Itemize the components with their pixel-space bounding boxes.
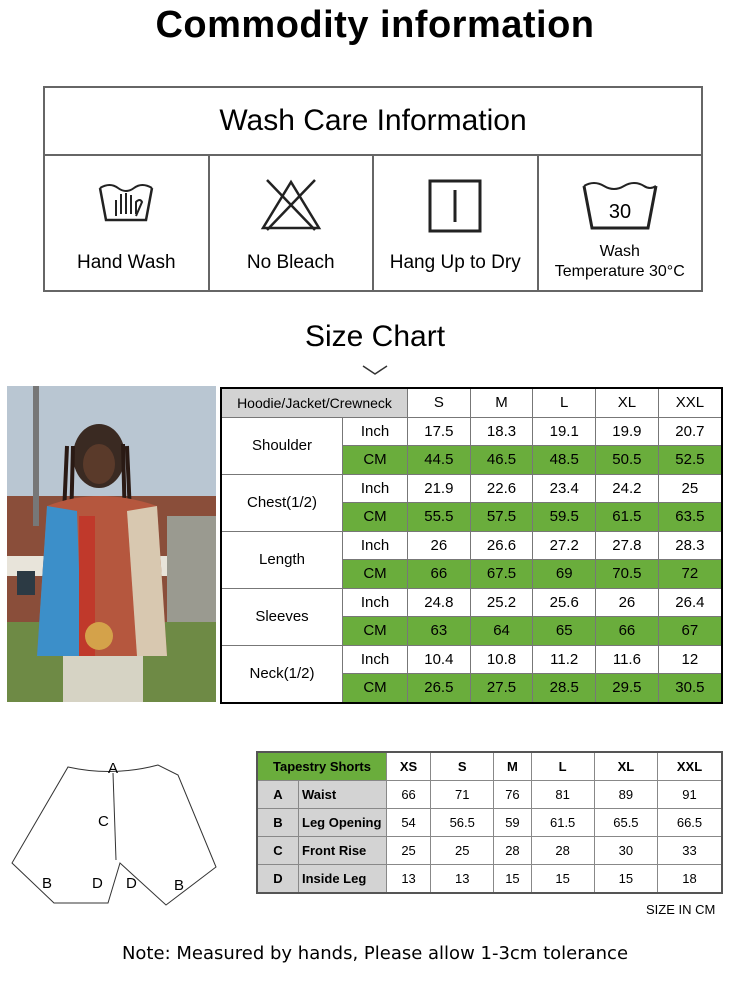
unit-inch: Inch bbox=[343, 417, 408, 446]
shorts-value: 15 bbox=[594, 865, 657, 894]
hand-wash-icon bbox=[96, 178, 156, 228]
inch-value: 26.6 bbox=[470, 531, 533, 560]
cm-value: 64 bbox=[470, 617, 533, 646]
shorts-header-cell: S bbox=[431, 752, 494, 781]
cm-value: 59.5 bbox=[533, 503, 596, 532]
measurement-name: Sleeves bbox=[221, 588, 343, 645]
cm-value: 46.5 bbox=[470, 446, 533, 475]
measure-name: Inside Leg bbox=[299, 865, 387, 894]
unit-inch: Inch bbox=[343, 645, 408, 674]
cm-value: 69 bbox=[533, 560, 596, 589]
size-header-cell: L bbox=[533, 388, 596, 417]
wash-item-hand-wash bbox=[45, 156, 210, 292]
size-row-inch bbox=[221, 645, 722, 674]
size-row-inch bbox=[221, 588, 722, 617]
shorts-value: 28 bbox=[494, 837, 531, 865]
inch-value: 25 bbox=[658, 474, 722, 503]
wash-care-box bbox=[43, 86, 703, 292]
size-row-inch bbox=[221, 474, 722, 503]
cm-value: 65 bbox=[533, 617, 596, 646]
inch-value: 26 bbox=[408, 531, 471, 560]
wash-item-label: No Bleach bbox=[246, 252, 335, 273]
cm-value: 55.5 bbox=[408, 503, 471, 532]
shorts-value: 59 bbox=[494, 809, 531, 837]
shorts-value: 61.5 bbox=[531, 809, 594, 837]
unit-cm: CM bbox=[343, 503, 408, 532]
measurement-name: Neck(1/2) bbox=[221, 645, 343, 703]
cm-value: 66 bbox=[596, 617, 659, 646]
measure-letter: B bbox=[257, 809, 299, 837]
wash-item-hang-dry bbox=[374, 156, 539, 292]
wash-care-heading: Wash Care Information bbox=[45, 88, 701, 156]
cm-value: 66 bbox=[408, 560, 471, 589]
cm-value: 67.5 bbox=[470, 560, 533, 589]
inch-value: 11.2 bbox=[533, 645, 596, 674]
model-photo bbox=[7, 386, 216, 702]
cm-value: 30.5 bbox=[658, 674, 722, 703]
measurement-name: Chest(1/2) bbox=[221, 474, 343, 531]
no-bleach-icon bbox=[259, 178, 323, 232]
measure-name: Waist bbox=[299, 781, 387, 809]
cm-value: 63 bbox=[408, 617, 471, 646]
wash-label-line1: Wash bbox=[599, 243, 640, 260]
shorts-header-cell: XXL bbox=[658, 752, 722, 781]
cm-value: 70.5 bbox=[596, 560, 659, 589]
shorts-value: 66.5 bbox=[658, 809, 722, 837]
shorts-value: 28 bbox=[531, 837, 594, 865]
shorts-value: 15 bbox=[494, 865, 531, 894]
inch-value: 18.3 bbox=[470, 417, 533, 446]
shorts-value: 65.5 bbox=[594, 809, 657, 837]
measurement-name: Length bbox=[221, 531, 343, 588]
diagram-label-b-right: B bbox=[174, 877, 185, 894]
shorts-value: 25 bbox=[431, 837, 494, 865]
diagram-label-d-right: D bbox=[126, 875, 137, 892]
shorts-header-cell: XL bbox=[594, 752, 657, 781]
unit-cm: CM bbox=[343, 617, 408, 646]
unit-inch: Inch bbox=[343, 474, 408, 503]
cm-value: 48.5 bbox=[533, 446, 596, 475]
measure-letter: D bbox=[257, 865, 299, 894]
measure-letter: C bbox=[257, 837, 299, 865]
wash-item-no-bleach bbox=[210, 156, 375, 292]
inch-value: 25.6 bbox=[533, 588, 596, 617]
cm-value: 67 bbox=[658, 617, 722, 646]
shorts-row bbox=[257, 809, 722, 837]
size-header-cell: XXL bbox=[658, 388, 722, 417]
shorts-row bbox=[257, 837, 722, 865]
inch-value: 26 bbox=[596, 588, 659, 617]
wash-label-line2: Temperature 30°C bbox=[554, 263, 685, 280]
inch-value: 23.4 bbox=[533, 474, 596, 503]
shorts-value: 25 bbox=[387, 837, 431, 865]
inch-value: 26.4 bbox=[658, 588, 722, 617]
inch-value: 28.3 bbox=[658, 531, 722, 560]
cm-value: 28.5 bbox=[533, 674, 596, 703]
cm-value: 26.5 bbox=[408, 674, 471, 703]
cm-value: 52.5 bbox=[658, 446, 722, 475]
inch-value: 24.2 bbox=[596, 474, 659, 503]
size-header-cell: XL bbox=[596, 388, 659, 417]
cm-value: 72 bbox=[658, 560, 722, 589]
inch-value: 17.5 bbox=[408, 417, 471, 446]
shorts-value: 33 bbox=[658, 837, 722, 865]
inch-value: 20.7 bbox=[658, 417, 722, 446]
inch-value: 27.8 bbox=[596, 531, 659, 560]
size-row-inch bbox=[221, 417, 722, 446]
shorts-size-table bbox=[256, 751, 723, 894]
shorts-value: 13 bbox=[387, 865, 431, 894]
shorts-value: 66 bbox=[387, 781, 431, 809]
shorts-header-cell: M bbox=[494, 752, 531, 781]
shorts-value: 56.5 bbox=[431, 809, 494, 837]
size-header-cell: M bbox=[470, 388, 533, 417]
inch-value: 11.6 bbox=[596, 645, 659, 674]
wash-item-label: Hand Wash bbox=[76, 252, 176, 273]
shorts-value: 15 bbox=[531, 865, 594, 894]
shorts-value: 13 bbox=[431, 865, 494, 894]
cm-value: 44.5 bbox=[408, 446, 471, 475]
measurement-name: Shoulder bbox=[221, 417, 343, 474]
size-header-cell: S bbox=[408, 388, 471, 417]
shorts-header-cell: L bbox=[531, 752, 594, 781]
wash-item-label bbox=[539, 242, 702, 282]
cm-value: 50.5 bbox=[596, 446, 659, 475]
cm-value: 57.5 bbox=[470, 503, 533, 532]
chevron-down-icon bbox=[361, 364, 389, 376]
shorts-header-cell: Tapestry Shorts bbox=[257, 752, 387, 781]
shorts-value: 30 bbox=[594, 837, 657, 865]
unit-cm: CM bbox=[343, 674, 408, 703]
measure-name: Front Rise bbox=[299, 837, 387, 865]
cm-value: 29.5 bbox=[596, 674, 659, 703]
hoodie-size-table bbox=[220, 387, 723, 704]
inch-value: 10.8 bbox=[470, 645, 533, 674]
size-chart-title: Size Chart bbox=[304, 320, 446, 353]
diagram-label-b-left: B bbox=[42, 875, 53, 892]
page-title: Commodity information bbox=[155, 4, 595, 46]
wash-temp-text: 30 bbox=[608, 201, 631, 223]
shorts-header-cell: XS bbox=[387, 752, 431, 781]
shorts-row bbox=[257, 781, 722, 809]
shorts-value: 89 bbox=[594, 781, 657, 809]
hang-dry-icon bbox=[427, 178, 483, 234]
inch-value: 27.2 bbox=[533, 531, 596, 560]
wash-item-temperature bbox=[539, 156, 702, 292]
diagram-label-d-left: D bbox=[92, 875, 103, 892]
inch-value: 21.9 bbox=[408, 474, 471, 503]
inch-value: 10.4 bbox=[408, 645, 471, 674]
inch-value: 25.2 bbox=[470, 588, 533, 617]
inch-value: 19.1 bbox=[533, 417, 596, 446]
shorts-value: 54 bbox=[387, 809, 431, 837]
shorts-value: 76 bbox=[494, 781, 531, 809]
shorts-value: 91 bbox=[658, 781, 722, 809]
measure-name: Leg Opening bbox=[299, 809, 387, 837]
diagram-label-a: A bbox=[108, 760, 119, 777]
unit-inch: Inch bbox=[343, 588, 408, 617]
wash-30-icon bbox=[580, 178, 660, 234]
cm-value: 63.5 bbox=[658, 503, 722, 532]
cm-value: 61.5 bbox=[596, 503, 659, 532]
shorts-diagram bbox=[10, 755, 230, 915]
size-unit-note: SIZE IN CM bbox=[646, 902, 716, 917]
inch-value: 24.8 bbox=[408, 588, 471, 617]
size-header-cell: Hoodie/Jacket/Crewneck bbox=[221, 388, 408, 417]
tolerance-note: Note: Measured by hands, Please allow 1-3cm tolerance bbox=[121, 943, 629, 964]
unit-inch: Inch bbox=[343, 531, 408, 560]
shorts-value: 81 bbox=[531, 781, 594, 809]
inch-value: 12 bbox=[658, 645, 722, 674]
cm-value: 27.5 bbox=[470, 674, 533, 703]
inch-value: 22.6 bbox=[470, 474, 533, 503]
unit-cm: CM bbox=[343, 446, 408, 475]
wash-item-label: Hang Up to Dry bbox=[389, 252, 521, 273]
shorts-row bbox=[257, 865, 722, 894]
shorts-value: 18 bbox=[658, 865, 722, 894]
shorts-value: 71 bbox=[431, 781, 494, 809]
measure-letter: A bbox=[257, 781, 299, 809]
inch-value: 19.9 bbox=[596, 417, 659, 446]
unit-cm: CM bbox=[343, 560, 408, 589]
diagram-label-c: C bbox=[98, 813, 109, 830]
size-row-inch bbox=[221, 531, 722, 560]
